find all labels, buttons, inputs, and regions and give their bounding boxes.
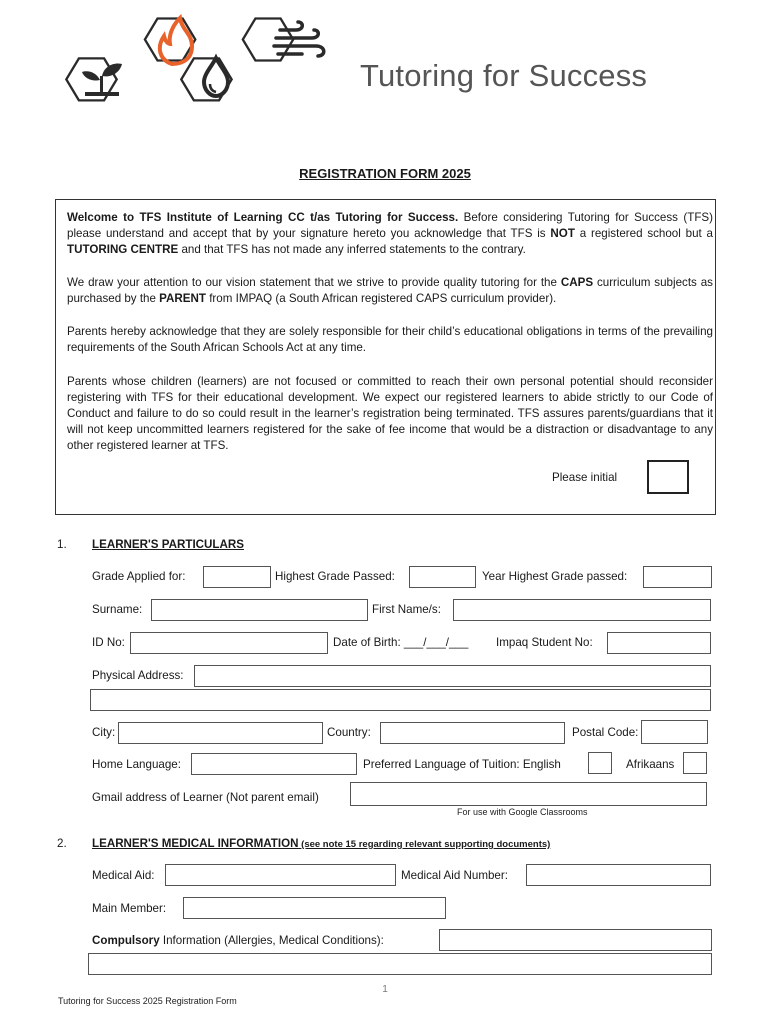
section-number: 1. [57,538,67,551]
grade-applied-field[interactable] [203,566,271,588]
highest-grade-label: Highest Grade Passed: [275,570,395,583]
section-heading: LEARNER'S MEDICAL INFORMATION (see note 15 regarding relevant supporting documents) [92,837,551,850]
dob-label: Date of Birth: ___/___/___ [333,636,469,649]
compulsory-info-field-line-1[interactable] [439,929,712,951]
logo [64,14,354,124]
intro-paragraph-4: Parents whose children (learners) are not focused or committed to reach their own personal potential should reconsider registering with TFS for their educational development. We expect our registered learners to abide strictly to our Code of Conduct and failure to do so could result in the learner’s registration being terminated. TFS assures parents/guardians that it will not keep uncommitted learners registered for the sake of fee income that would be a distraction or disadvantage to any other registered learner at TFS. [67,375,713,452]
intro-paragraph-1: Welcome to TFS Institute of Learning CC t/as Tutoring for Success. Before considering Tutoring for Success (TFS) please understand and accept that by your signature hereto you acknowledge that TFS is NOT a registered school but a TUTORING CENTRE and that TFS has not made any inferred statements to the contrary. [67,211,714,256]
home-language-label: Home Language: [92,758,181,771]
initial-field[interactable] [647,460,689,494]
postal-code-field[interactable] [641,720,708,744]
city-field[interactable] [118,722,323,744]
main-member-label: Main Member: [92,902,167,915]
medical-aid-number-field[interactable] [526,864,711,886]
gmail-note: For use with Google Classrooms [457,807,588,817]
surname-field[interactable] [151,599,368,621]
id-no-label: ID No: [92,636,125,649]
main-member-field[interactable] [183,897,446,919]
section-heading: LEARNER'S PARTICULARS [92,538,244,551]
id-no-field[interactable] [130,632,328,654]
first-names-label: First Name/s: [372,603,441,616]
page-number: 1 [382,984,388,995]
country-field[interactable] [380,722,565,744]
country-label: Country: [327,726,371,739]
impaq-no-field[interactable] [607,632,711,654]
brand-name: Tutoring for Success [360,58,648,93]
form-title: REGISTRATION FORM 2025 [299,166,471,181]
medical-aid-field[interactable] [165,864,396,886]
afrikaans-checkbox[interactable] [683,752,707,774]
highest-grade-field[interactable] [409,566,476,588]
home-language-field[interactable] [191,753,357,775]
address-field-line-1[interactable] [194,665,711,687]
footer-text: Tutoring for Success 2025 Registration Form [58,996,237,1006]
address-label: Physical Address: [92,669,184,682]
intro-paragraph-3: Parents hereby acknowledge that they are solely responsible for their child’s educational obligations in terms of the prevailing requirements of the South African Schools Act at any time. [67,325,713,354]
afrikaans-label: Afrikaans [626,758,675,771]
compulsory-info-label: Compulsory Information (Allergies, Medical Conditions): [92,934,384,947]
postal-code-label: Postal Code: [572,726,639,739]
compulsory-info-field-line-2[interactable] [88,953,712,975]
medical-aid-label: Medical Aid: [92,869,155,882]
year-highest-label: Year Highest Grade passed: [482,570,628,583]
medical-aid-number-label: Medical Aid Number: [401,869,508,882]
intro-paragraph-2: We draw your attention to our vision statement that we strive to provide quality tutoring for the CAPS curriculum subjects as purchased by the PARENT from IMPAQ (a South African registered CAPS curriculum provider). [67,276,713,305]
water-drop-icon [204,58,228,96]
surname-label: Surname: [92,603,143,616]
gmail-field[interactable] [350,782,707,806]
tuition-language-label: Preferred Language of Tuition: English [363,758,561,771]
first-names-field[interactable] [453,599,711,621]
impaq-no-label: Impaq Student No: [496,636,593,649]
gmail-label: Gmail address of Learner (Not parent email) [92,791,319,804]
section-number: 2. [57,837,67,850]
address-field-line-2[interactable] [90,689,711,711]
section-note: (see note 15 regarding relevant supporting documents) [298,839,551,850]
wind-icon [274,22,324,56]
year-highest-field[interactable] [643,566,712,588]
city-label: City: [92,726,116,739]
initial-label: Please initial [552,471,618,484]
english-checkbox[interactable] [588,752,612,774]
grade-applied-label: Grade Applied for: [92,570,186,583]
